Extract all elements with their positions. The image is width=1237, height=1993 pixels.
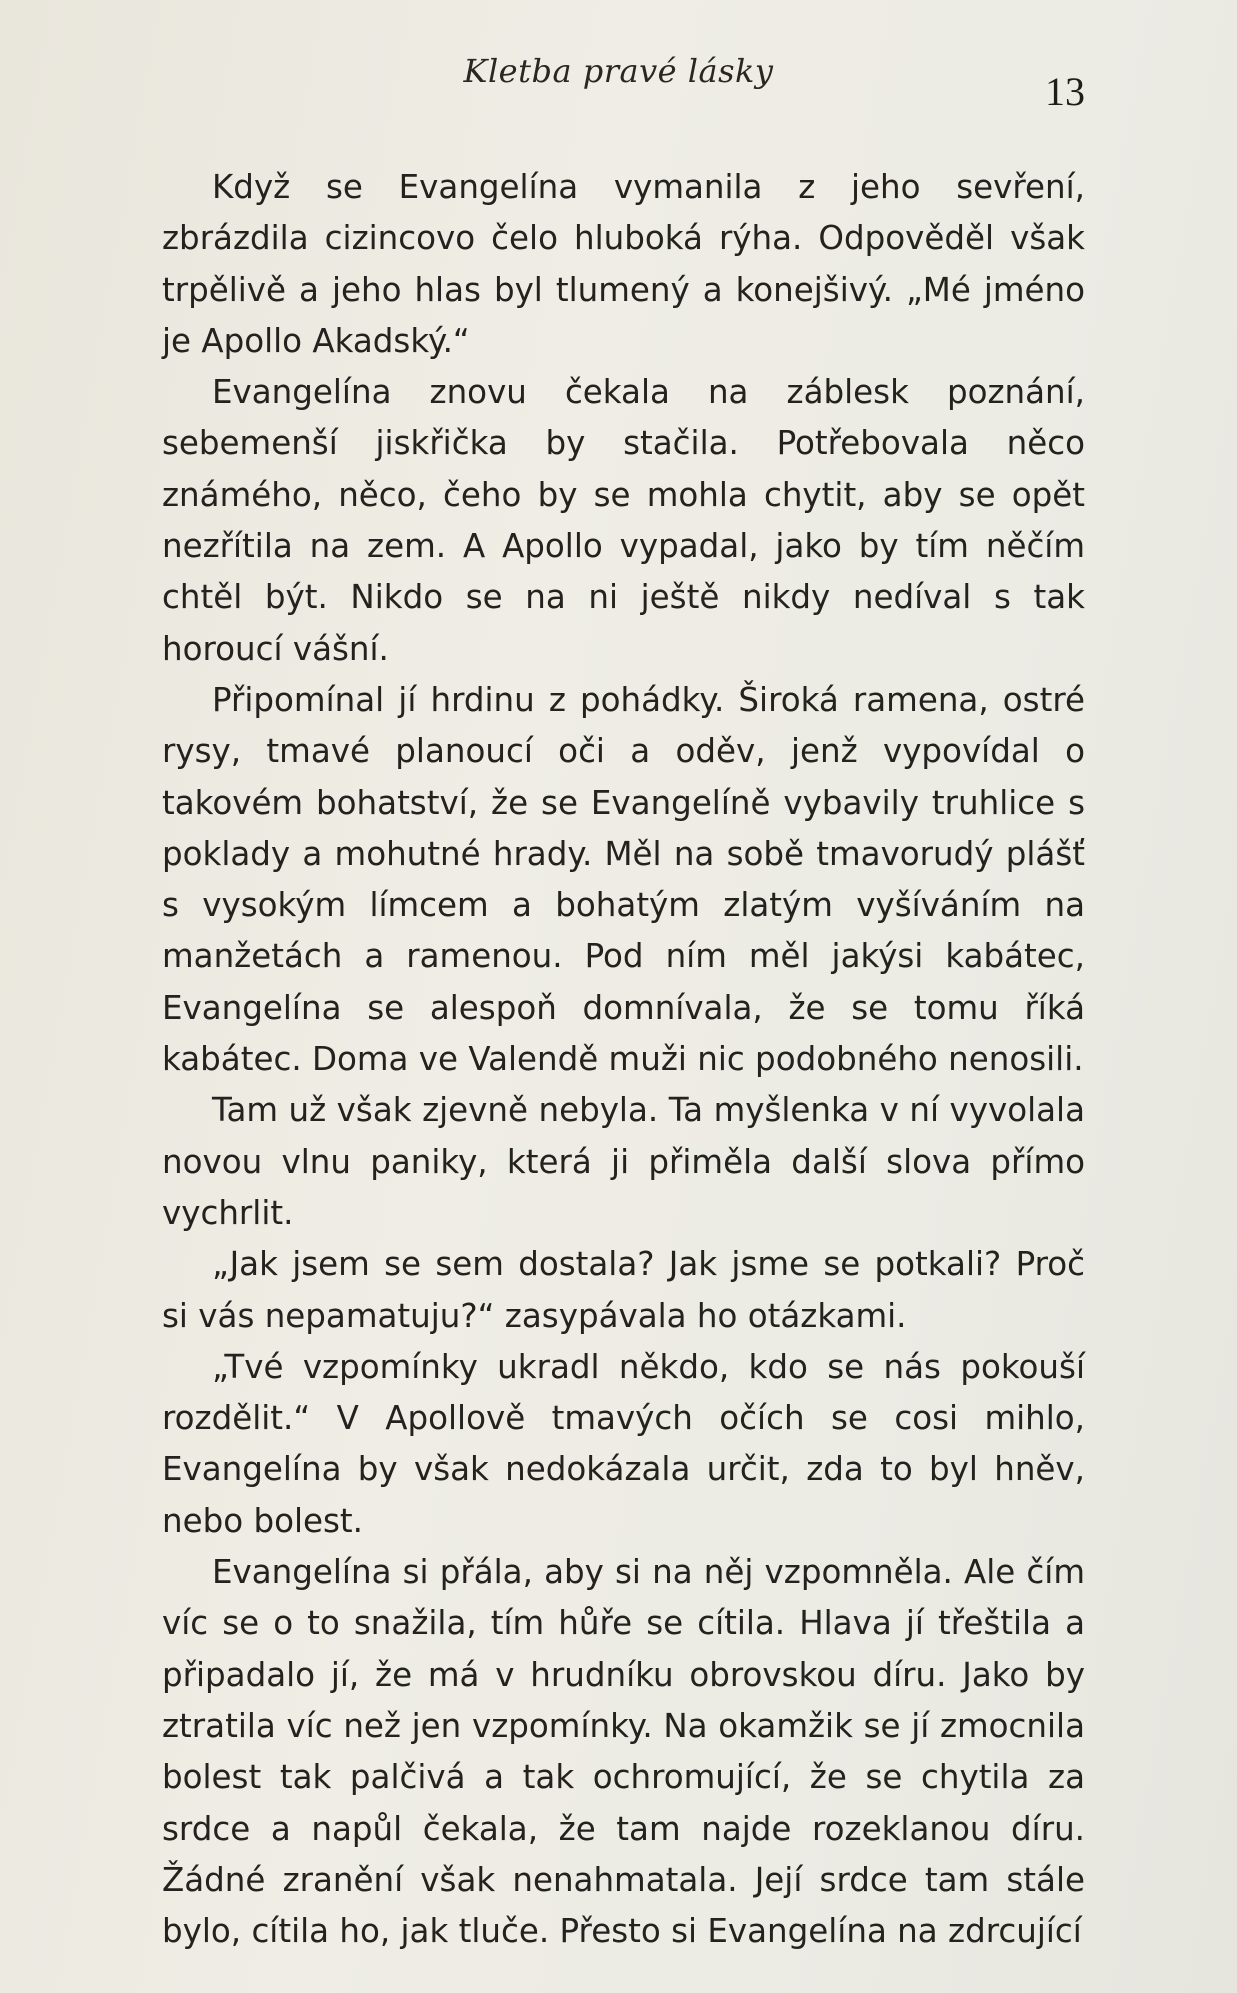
paragraph: Evangelína si přála, aby si na něj vzpomněla. Ale čím víc se o to snažila, tím hůře se cítila. Hlava jí třeštila a připadalo jí, že má v hrudníku obrovskou díru. Jako by ztratila víc než jen vzpomínky. Na okamžik se jí zmocnila bolest tak palčivá a tak ochromující, že se chytila za srdce a napůl čekala, že tam najde rozeklanou díru. Žádné zranění však nenahmatala. Její srdce tam stále bylo, cítila ho, jak tluče. Přesto si Evangelína na zdrcující [162, 1553, 1085, 1951]
paragraph: „Tvé vzpomínky ukradl někdo, kdo se nás pokouší rozdělit.“ V Apollově tmavých očích se cosi mihlo, Evangelína by však nedokázala určit, zda to byl hněv, nebo bolest. [162, 1347, 1085, 1540]
paragraph: Připomínal jí hrdinu z pohádky. Široká ramena, ostré rysy, tmavé planoucí oči a oděv, jenž vypovídal o takovém bohatství, že se Evangelíně vybavily truhlice s poklady a mohutné hrady. Měl na sobě tmavorudý plášť s vysokým límcem a bohatým zlatým vyšíváním na manžetách a ramenou. Pod ním měl jakýsi kabátec, Evangelína se alespoň domnívala, že se tomu říká kabátec. Doma ve Valendě muži nic podobného nenosili. [162, 680, 1085, 1079]
paragraph: Tam už však zjevně nebyla. Ta myšlenka v ní vyvolala novou vlnu paniky, která ji přiměla další slova přímo vychrlit. [162, 1091, 1085, 1232]
page-number: 13 [1045, 69, 1085, 114]
running-title: Kletba pravé lásky [463, 52, 774, 90]
body-text [162, 162, 1085, 1957]
paragraph: „Jak jsem se sem dostala? Jak jsme se potkali? Proč si vás nepamatuju?“ zasypávala ho otázkami. [162, 1245, 1085, 1335]
paragraph: Když se Evangelína vymanila z jeho sevření, zbrázdila cizincovo čelo hluboká rýha. Odpověděl však trpělivě a jeho hlas byl tlumený a konejšivý. „Mé jméno je Apollo Akadský.“ [162, 168, 1085, 360]
paragraph: Evangelína znovu čekala na záblesk poznání, sebemenší jiskřička by stačila. Potřebovala něco známého, něco, čeho by se mohla chytit, aby se opět nezřítila na zem. A Apollo vypadal, jako by tím něčím chtěl být. Nikdo se na ni ještě nikdy nedíval s tak horoucí vášní. [162, 373, 1085, 668]
